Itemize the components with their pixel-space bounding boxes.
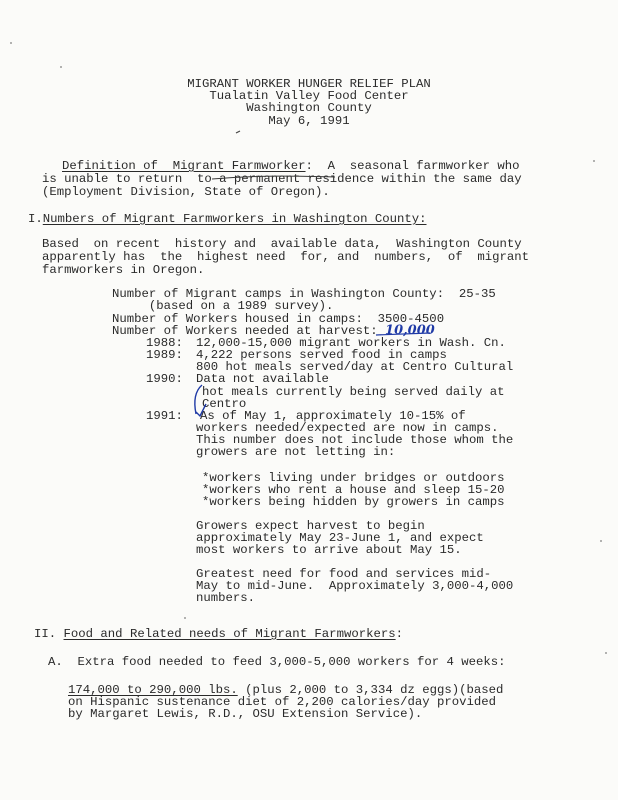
section-1-numeral: I. bbox=[28, 212, 43, 226]
year-1991-label: 1991: bbox=[146, 409, 183, 423]
definition-line-2: is unable to return to a permanent residence within the same day bbox=[42, 172, 522, 186]
food-amount: 174,000 to 290,000 lbs. bbox=[68, 683, 238, 697]
food-amount-rest: (plus 2,000 to 3,334 dz eggs)(based bbox=[237, 683, 504, 697]
item-a: A. Extra food needed to feed 3,000-5,000 workers for 4 weeks: bbox=[48, 655, 506, 669]
greatest-need-line: numbers. bbox=[196, 591, 256, 605]
growers-line: most workers to arrive about May 15. bbox=[196, 543, 462, 557]
year-1991-text: This number does not include those whom the bbox=[196, 433, 514, 447]
year-1991-text: workers needed/expected are now in camps. bbox=[196, 421, 499, 435]
tick-mark bbox=[236, 131, 240, 133]
stat-camps: Number of Migrant camps in Washington County: 25-35 bbox=[112, 287, 496, 301]
year-1991-text: growers are not letting in: bbox=[196, 445, 396, 459]
bullet-item: *workers living under bridges or outdoors bbox=[202, 471, 505, 485]
year-1989-label: 1989: bbox=[146, 348, 183, 362]
year-1988-label: 1988: bbox=[146, 336, 183, 350]
section-1-para-line: apparently has the highest need for, and numbers, of migrant bbox=[42, 250, 530, 264]
food-note-line: on Hispanic sustenance diet of 2,200 calories/day provided bbox=[68, 695, 497, 709]
bracket-stroke bbox=[195, 385, 202, 414]
county-name: Washington County bbox=[246, 101, 372, 115]
bullet-item: *workers who rent a house and sleep 15-20 bbox=[202, 483, 505, 497]
underline-stroke bbox=[212, 176, 335, 179]
scan-speck bbox=[593, 160, 595, 162]
greatest-need-line: Greatest need for food and services mid- bbox=[196, 567, 492, 581]
scan-speck bbox=[10, 42, 12, 44]
organization-name: Tualatin Valley Food Center bbox=[209, 89, 409, 103]
section-1-para-line: Based on recent history and available data, Washington County bbox=[42, 237, 522, 251]
section-2-numeral: II. bbox=[34, 627, 57, 641]
year-1989-text: 4,222 persons served food in camps bbox=[196, 348, 447, 362]
year-1989-text: 800 hot meals served/day at Centro Cultural bbox=[196, 360, 514, 374]
stat-workers-needed-label: Number of Workers needed at harvest: bbox=[112, 324, 378, 338]
greatest-need-line: May to mid-June. Approximately 3,000-4,000 bbox=[196, 579, 514, 593]
section-2-colon: : bbox=[395, 627, 403, 641]
year-1990-text: hot meals currently being served daily at bbox=[202, 385, 505, 399]
section-1-title: Numbers of Migrant Farmworkers in Washington County: bbox=[42, 212, 427, 226]
scan-speck bbox=[184, 617, 186, 619]
section-2-title: Food and Related needs of Migrant Farmworkers bbox=[63, 627, 396, 641]
scan-speck bbox=[605, 652, 607, 654]
definition-text: : A seasonal farmworker who bbox=[305, 159, 520, 173]
growers-line: Growers expect harvest to begin bbox=[196, 519, 425, 533]
document-date: May 6, 1991 bbox=[268, 114, 350, 128]
year-1990-text: Centro bbox=[202, 397, 247, 411]
stat-workers-housed: Number of Workers housed in camps: 3500-4500 bbox=[112, 312, 445, 326]
scan-speck bbox=[600, 540, 602, 542]
document-title: MIGRANT WORKER HUNGER RELIEF PLAN bbox=[187, 77, 431, 91]
stat-camps-note: (based on a 1989 survey). bbox=[112, 299, 334, 313]
year-1990-label: 1990: bbox=[146, 372, 183, 386]
definition-line-3: (Employment Division, State of Oregon). bbox=[42, 185, 330, 199]
year-1990-text: Data not available bbox=[196, 372, 329, 386]
check-stroke bbox=[196, 404, 206, 416]
scan-speck bbox=[60, 66, 62, 68]
handwritten-harvest-number: 10,000 bbox=[385, 323, 435, 338]
underline-stroke bbox=[376, 333, 430, 335]
year-1988-text: 12,000-15,000 migrant workers in Wash. Cn. bbox=[196, 336, 506, 350]
bullet-item: *workers being hidden by growers in camps bbox=[202, 495, 505, 509]
food-note-line: by Margaret Lewis, R.D., OSU Extension Service). bbox=[68, 707, 423, 721]
definition-label: Definition of Migrant Farmworker bbox=[62, 159, 306, 173]
section-1-para-line: farmworkers in Oregon. bbox=[42, 263, 205, 277]
growers-line: approximately May 23-June 1, and expect bbox=[196, 531, 484, 545]
year-1991-text: As of May 1, approximately 10-15% of bbox=[200, 409, 466, 423]
